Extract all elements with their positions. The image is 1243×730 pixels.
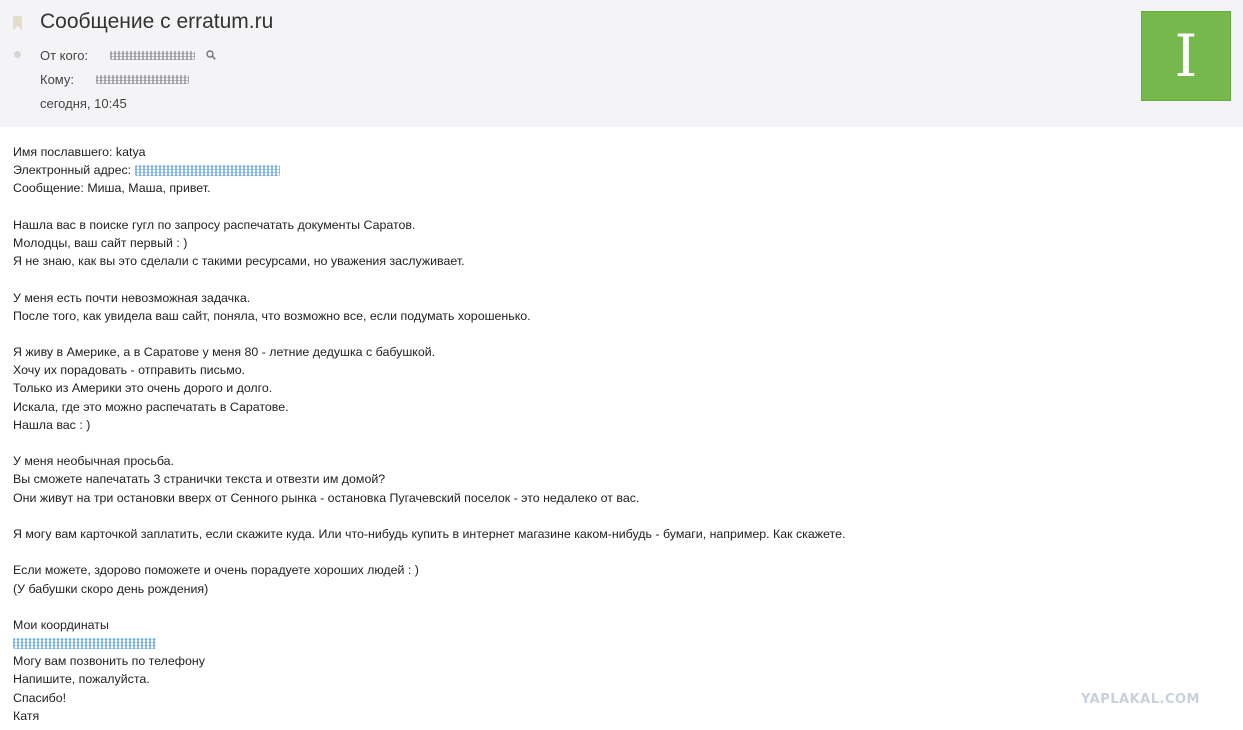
email-label: Электронный адрес: — [13, 163, 135, 178]
text-line: Только из Америки это очень дорого и долго. — [13, 381, 273, 396]
blank-line — [13, 543, 845, 561]
sender-avatar: I — [1141, 11, 1231, 101]
coords-label: Мои координаты — [13, 617, 109, 632]
sender-name-line: Имя пославшего: katya — [13, 145, 146, 159]
text-line: Спасибо! — [13, 690, 67, 705]
text-line: (У бабушки скоро день рождения) — [13, 581, 209, 596]
message-body — [13, 143, 845, 725]
signature: Катя — [13, 708, 40, 723]
coords-redacted-link[interactable] — [13, 638, 156, 649]
coords-line — [13, 634, 845, 652]
recipient-redacted[interactable] — [96, 75, 189, 84]
blank-line — [13, 325, 845, 343]
blank-line — [13, 270, 845, 288]
blank-line — [13, 598, 845, 616]
text-line: Могу вам позвонить по телефону — [13, 654, 205, 669]
text-line: Молодцы, ваш сайт первый : ) — [13, 235, 188, 250]
bookmark-icon[interactable] — [13, 16, 22, 30]
blank-line — [13, 434, 845, 452]
text-line: У меня необычная просьба. — [13, 454, 174, 469]
status-dot-icon[interactable] — [14, 51, 21, 58]
text-line: Вы сможете напечатать 3 странички текста и отвезти им домой? — [13, 472, 386, 487]
email-redacted-link[interactable] — [135, 165, 280, 176]
to-label: Кому: — [40, 72, 74, 87]
text-line: Я не знаю, как вы это сделали с такими ресурсами, но уважения заслуживает. — [13, 254, 465, 269]
email-line — [13, 161, 845, 179]
text-line: После того, как увидела ваш сайт, поняла, что возможно все, если подумать хорошенько. — [13, 308, 531, 323]
text-line: Я живу в Америке, а в Саратове у меня 80 - летние дедушка с бабушкой. — [13, 345, 436, 360]
text-line: У меня есть почти невозможная задачка. — [13, 290, 251, 305]
site-watermark: YAPLAKAL.COM — [1081, 692, 1200, 707]
from-label: От кого: — [40, 48, 89, 63]
message-date: сегодня, 10:45 — [40, 96, 127, 111]
blank-line — [13, 507, 845, 525]
message-header — [0, 0, 1243, 127]
text-line: Я могу вам карточкой заплатить, если скажите куда. Или что-нибудь купить в интернет магазине каком-нибудь - бумаги, например. Как скажете. — [13, 526, 846, 541]
text-line: Если можете, здорово поможете и очень порадуете хороших людей : ) — [13, 563, 419, 578]
text-line: Напишите, пожалуйста. — [13, 672, 150, 687]
text-line: Искала, где это можно распечатать в Саратове. — [13, 399, 289, 414]
text-line: Нашла вас : ) — [13, 417, 91, 432]
text-line: Они живут на три остановки вверх от Сенного рынка - остановка Пугачевский поселок - это недалеко от вас. — [13, 490, 640, 505]
text-line: Хочу их порадовать - отправить письмо. — [13, 363, 246, 378]
sender-redacted[interactable] — [110, 51, 195, 60]
greeting-line: Сообщение: Миша, Маша, привет. — [13, 181, 211, 196]
message-subject: Сообщение с erratum.ru — [40, 10, 274, 33]
blank-line — [13, 198, 845, 216]
search-icon[interactable] — [206, 50, 216, 60]
text-line: Нашла вас в поиске гугл по запросу распечатать документы Саратов. — [13, 217, 416, 232]
